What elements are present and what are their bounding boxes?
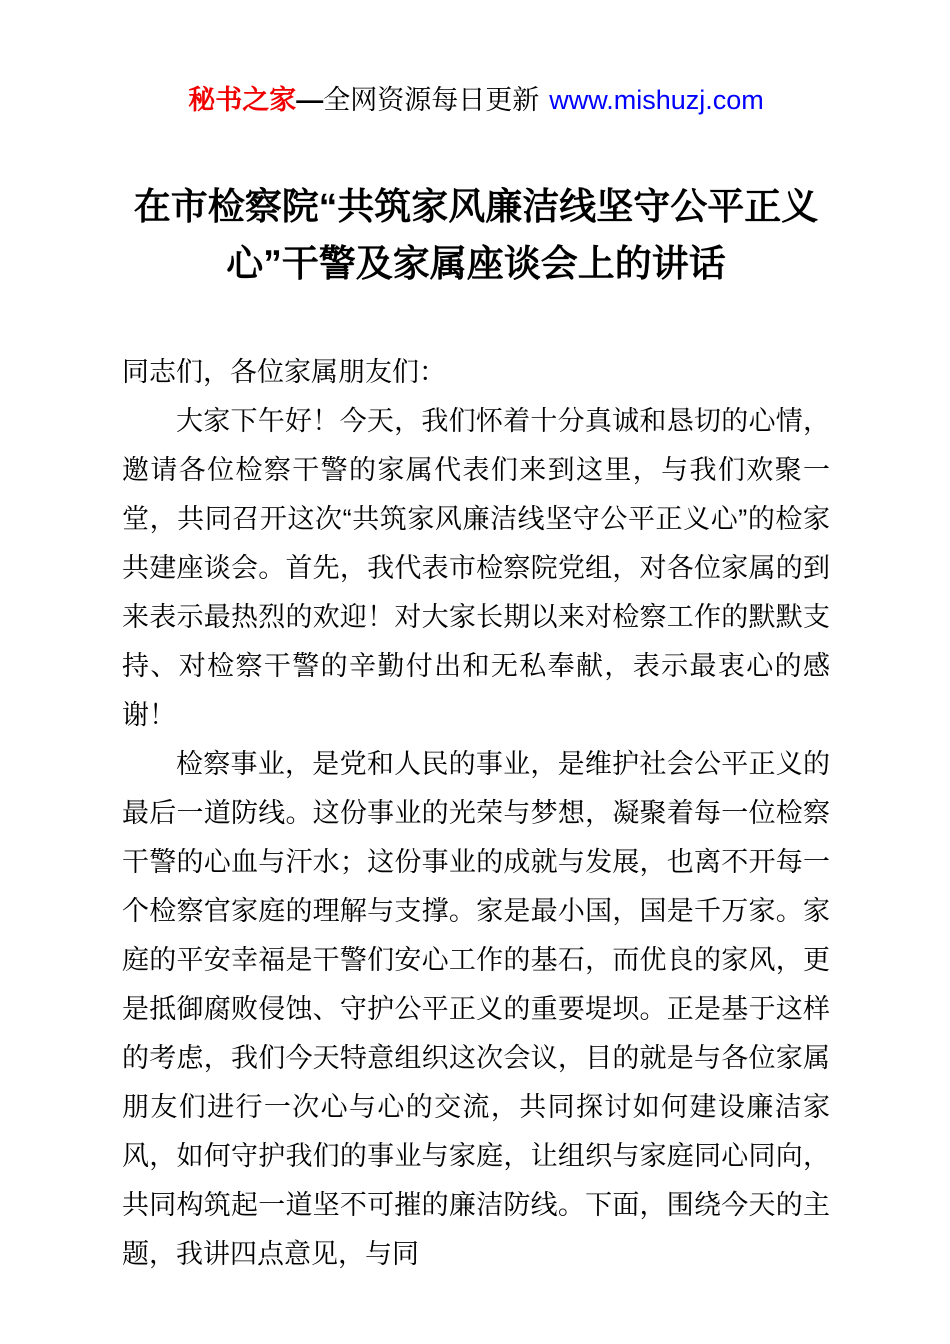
- body-paragraph-2: 检察事业，是党和人民的事业，是维护社会公平正义的最后一道防线。这份事业的光荣与梦想，凝聚着每一位检察干警的心血与汗水；这份事业的成就与发展，也离不开每一个检察官家庭的理解与支撑。家是最小国，国是千万家。家庭的平安幸福是干警们安心工作的基石，而优良的家风，更是抵御腐败侵蚀、守护公平正义的重要堤坝。正是基于这样的考虑，我们今天特意组织这次会议，目的就是与各位家属朋友们进行一次心与心的交流，共同探讨如何建设廉洁家风，如何守护我们的事业与家庭，让组织与家庭同心同向，共同构筑起一道坚不可摧的廉洁防线。下面，围绕今天的主题，我讲四点意见，与同: [122, 749, 830, 1269]
- salutation-paragraph: 同志们，各位家属朋友们：: [122, 357, 446, 387]
- body-paragraph-1: 大家下午好！今天，我们怀着十分真诚和恳切的心情，邀请各位检察干警的家属代表们来到这里，与我们欢聚一堂，共同召开这次“共筑家风廉洁线坚守公平正义心”的检家共建座谈会。首先，我代表市检察院党组，对各位家属的到来表示最热烈的欢迎！对大家长期以来对检察工作的默默支持、对检察干警的辛勤付出和无私奉献，表示最衷心的感谢！: [122, 406, 830, 730]
- site-tagline: 全网资源每日更新: [323, 85, 540, 115]
- site-url-link[interactable]: www.mishuzj.com: [549, 85, 764, 115]
- site-header: [122, 84, 830, 116]
- header-dash: —: [296, 85, 324, 115]
- document-body: [122, 348, 830, 1279]
- site-brand: 秘书之家: [188, 85, 297, 115]
- document-title: 在市检察院“共筑家风廉洁线坚守公平正义心”干警及家属座谈会上的讲话: [133, 186, 819, 284]
